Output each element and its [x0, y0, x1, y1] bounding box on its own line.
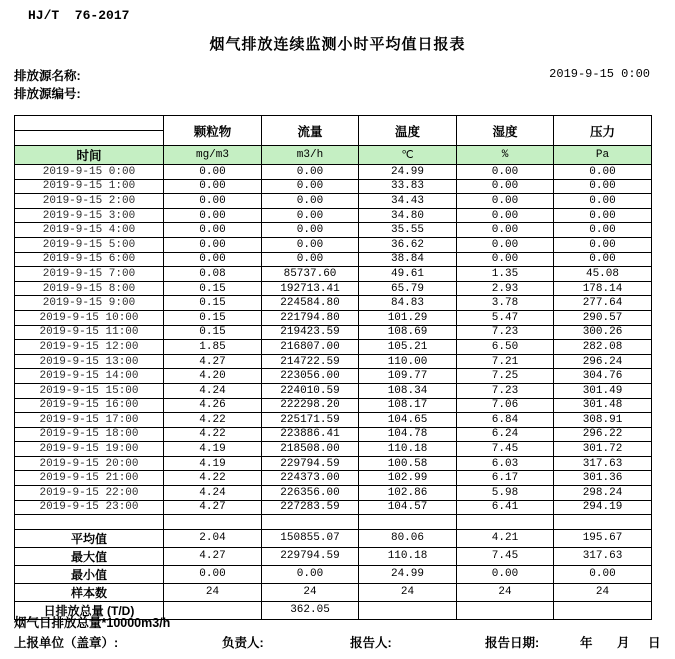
summary-value-cell: 80.06	[359, 529, 457, 547]
value-cell: 0.15	[164, 281, 262, 296]
value-cell: 301.36	[554, 471, 652, 486]
value-cell: 0.00	[164, 223, 262, 238]
value-cell: 296.22	[554, 427, 652, 442]
value-cell: 0.00	[457, 194, 554, 209]
unit-cell-temperature: ℃	[359, 146, 457, 165]
summary-value-cell	[457, 601, 554, 619]
time-header: 时间	[15, 146, 164, 165]
time-cell: 2019-9-15 16:00	[15, 398, 164, 413]
value-cell: 1.85	[164, 340, 262, 355]
value-cell: 6.03	[457, 456, 554, 471]
table-row	[15, 500, 652, 515]
footer-note: 烟气日排放总量*10000m3/h	[14, 616, 171, 630]
table-row	[15, 427, 652, 442]
table-body	[15, 165, 652, 620]
value-cell: 4.27	[164, 500, 262, 515]
value-cell: 0.00	[457, 179, 554, 194]
value-cell: 6.41	[457, 500, 554, 515]
source-name-label: 排放源名称:	[14, 69, 81, 83]
value-cell: 4.22	[164, 471, 262, 486]
table-row	[15, 223, 652, 238]
standard-number: HJ/T 76-2017	[28, 8, 130, 23]
table-row	[15, 267, 652, 282]
value-cell: 6.84	[457, 413, 554, 428]
value-cell: 226356.00	[262, 486, 359, 501]
unit-cell-flow: m3/h	[262, 146, 359, 165]
value-cell: 104.78	[359, 427, 457, 442]
value-cell: 4.22	[164, 427, 262, 442]
table-row	[15, 252, 652, 267]
value-cell: 0.00	[262, 165, 359, 180]
summary-value-cell: 150855.07	[262, 529, 359, 547]
table-row	[15, 442, 652, 457]
value-cell: 0.00	[457, 252, 554, 267]
summary-value-cell: 2.04	[164, 529, 262, 547]
time-cell: 2019-9-15 22:00	[15, 486, 164, 501]
time-cell: 2019-9-15 18:00	[15, 427, 164, 442]
summary-value-cell: 24	[554, 583, 652, 601]
spacer-cell	[359, 515, 457, 530]
spacer-cell	[554, 515, 652, 530]
value-cell: 34.80	[359, 208, 457, 223]
time-cell: 2019-9-15 17:00	[15, 413, 164, 428]
value-cell: 227283.59	[262, 500, 359, 515]
header-row-top	[15, 116, 652, 131]
value-cell: 0.00	[262, 194, 359, 209]
table-row	[15, 369, 652, 384]
value-cell: 7.45	[457, 442, 554, 457]
value-cell: 36.62	[359, 237, 457, 252]
monitor-table	[14, 115, 652, 620]
value-cell: 0.15	[164, 296, 262, 311]
summary-value-cell: 24	[164, 583, 262, 601]
value-cell: 223056.00	[262, 369, 359, 384]
table-row	[15, 194, 652, 209]
value-cell: 101.29	[359, 310, 457, 325]
summary-value-cell: 362.05	[262, 601, 359, 619]
table-row	[15, 486, 652, 501]
value-cell: 229794.59	[262, 456, 359, 471]
year-label: 年	[580, 636, 593, 650]
value-cell: 0.00	[262, 252, 359, 267]
value-cell: 34.43	[359, 194, 457, 209]
time-cell: 2019-9-15 23:00	[15, 500, 164, 515]
value-cell: 225171.59	[262, 413, 359, 428]
time-cell: 2019-9-15 14:00	[15, 369, 164, 384]
value-cell: 7.23	[457, 325, 554, 340]
summary-value-cell: 0.00	[164, 565, 262, 583]
summary-value-cell: 24	[262, 583, 359, 601]
value-cell: 108.17	[359, 398, 457, 413]
summary-label-cell: 最小值	[15, 565, 164, 583]
value-cell: 4.24	[164, 486, 262, 501]
time-cell: 2019-9-15 15:00	[15, 383, 164, 398]
value-cell: 277.64	[554, 296, 652, 311]
value-cell: 0.00	[554, 237, 652, 252]
responsible-label: 负责人:	[222, 636, 264, 650]
summary-value-cell: 0.00	[262, 565, 359, 583]
value-cell: 100.58	[359, 456, 457, 471]
summary-value-cell: 0.00	[457, 565, 554, 583]
table-row	[15, 398, 652, 413]
value-cell: 304.76	[554, 369, 652, 384]
value-cell: 308.91	[554, 413, 652, 428]
summary-value-cell: 110.18	[359, 547, 457, 565]
value-cell: 84.83	[359, 296, 457, 311]
value-cell: 104.65	[359, 413, 457, 428]
value-cell: 214722.59	[262, 354, 359, 369]
report-datetime: 2019-9-15 0:00	[549, 67, 650, 81]
time-cell: 2019-9-15 6:00	[15, 252, 164, 267]
value-cell: 33.83	[359, 179, 457, 194]
value-cell: 0.00	[262, 223, 359, 238]
value-cell: 24.99	[359, 165, 457, 180]
unit-cell-pressure: Pa	[554, 146, 652, 165]
col-header-pressure: 压力	[554, 116, 652, 146]
value-cell: 38.84	[359, 252, 457, 267]
value-cell: 300.26	[554, 325, 652, 340]
value-cell: 222298.20	[262, 398, 359, 413]
summary-value-cell	[359, 601, 457, 619]
value-cell: 4.22	[164, 413, 262, 428]
time-cell: 2019-9-15 21:00	[15, 471, 164, 486]
value-cell: 0.00	[164, 179, 262, 194]
value-cell: 109.77	[359, 369, 457, 384]
day-label: 日	[648, 636, 661, 650]
value-cell: 301.72	[554, 442, 652, 457]
col-header-temperature: 温度	[359, 116, 457, 146]
time-cell: 2019-9-15 0:00	[15, 165, 164, 180]
time-cell: 2019-9-15 11:00	[15, 325, 164, 340]
value-cell: 0.00	[554, 208, 652, 223]
time-header-blank-top	[15, 116, 164, 131]
table-row	[15, 471, 652, 486]
summary-value-cell: 24.99	[359, 565, 457, 583]
col-header-humidity: 湿度	[457, 116, 554, 146]
value-cell: 178.14	[554, 281, 652, 296]
page-title: 烟气排放连续监测小时平均值日报表	[209, 36, 466, 53]
value-cell: 0.08	[164, 267, 262, 282]
value-cell: 224584.80	[262, 296, 359, 311]
value-cell: 35.55	[359, 223, 457, 238]
col-header-particulate: 颗粒物	[164, 116, 262, 146]
summary-row	[15, 565, 652, 583]
time-cell: 2019-9-15 5:00	[15, 237, 164, 252]
value-cell: 0.00	[554, 165, 652, 180]
summary-label-cell: 样本数	[15, 583, 164, 601]
value-cell: 4.19	[164, 456, 262, 471]
value-cell: 2.93	[457, 281, 554, 296]
table-row	[15, 179, 652, 194]
value-cell: 5.98	[457, 486, 554, 501]
time-cell: 2019-9-15 2:00	[15, 194, 164, 209]
value-cell: 0.00	[262, 237, 359, 252]
value-cell: 0.00	[457, 165, 554, 180]
summary-value-cell: 4.27	[164, 547, 262, 565]
table-row	[15, 165, 652, 180]
value-cell: 0.00	[164, 237, 262, 252]
unit-cell-humidity: %	[457, 146, 554, 165]
table-row	[15, 340, 652, 355]
value-cell: 223886.41	[262, 427, 359, 442]
value-cell: 0.00	[164, 252, 262, 267]
value-cell: 216807.00	[262, 340, 359, 355]
spacer-row	[15, 515, 652, 530]
time-header-blank-bottom	[15, 131, 164, 146]
value-cell: 45.08	[554, 267, 652, 282]
value-cell: 1.35	[457, 267, 554, 282]
table-row	[15, 296, 652, 311]
value-cell: 4.20	[164, 369, 262, 384]
value-cell: 0.15	[164, 325, 262, 340]
value-cell: 4.26	[164, 398, 262, 413]
value-cell: 105.21	[359, 340, 457, 355]
value-cell: 0.00	[262, 179, 359, 194]
value-cell: 6.50	[457, 340, 554, 355]
value-cell: 0.00	[164, 165, 262, 180]
time-cell: 2019-9-15 7:00	[15, 267, 164, 282]
value-cell: 0.15	[164, 310, 262, 325]
value-cell: 3.78	[457, 296, 554, 311]
summary-value-cell: 195.67	[554, 529, 652, 547]
value-cell: 0.00	[554, 179, 652, 194]
value-cell: 296.24	[554, 354, 652, 369]
value-cell: 104.57	[359, 500, 457, 515]
value-cell: 6.24	[457, 427, 554, 442]
table-row	[15, 237, 652, 252]
unit-cell-particulate: mg/m3	[164, 146, 262, 165]
summary-value-cell: 24	[359, 583, 457, 601]
value-cell: 0.00	[164, 208, 262, 223]
time-cell: 2019-9-15 9:00	[15, 296, 164, 311]
value-cell: 301.49	[554, 383, 652, 398]
source-code-label: 排放源编号:	[14, 87, 81, 101]
value-cell: 218508.00	[262, 442, 359, 457]
value-cell: 224010.59	[262, 383, 359, 398]
value-cell: 0.00	[457, 223, 554, 238]
value-cell: 4.24	[164, 383, 262, 398]
table-row	[15, 310, 652, 325]
value-cell: 102.86	[359, 486, 457, 501]
time-cell: 2019-9-15 3:00	[15, 208, 164, 223]
value-cell: 6.17	[457, 471, 554, 486]
table-row	[15, 354, 652, 369]
time-cell: 2019-9-15 4:00	[15, 223, 164, 238]
spacer-cell	[457, 515, 554, 530]
summary-row	[15, 583, 652, 601]
value-cell: 85737.60	[262, 267, 359, 282]
value-cell: 0.00	[457, 237, 554, 252]
summary-row	[15, 529, 652, 547]
value-cell: 221794.80	[262, 310, 359, 325]
table-row	[15, 208, 652, 223]
summary-value-cell: 7.45	[457, 547, 554, 565]
value-cell: 0.00	[554, 252, 652, 267]
spacer-cell	[164, 515, 262, 530]
unit-row	[15, 146, 652, 165]
value-cell: 317.63	[554, 456, 652, 471]
value-cell: 192713.41	[262, 281, 359, 296]
summary-value-cell	[164, 601, 262, 619]
time-cell: 2019-9-15 12:00	[15, 340, 164, 355]
reporter-label: 报告人:	[350, 636, 392, 650]
value-cell: 110.18	[359, 442, 457, 457]
value-cell: 0.00	[554, 223, 652, 238]
summary-label-cell: 平均值	[15, 529, 164, 547]
time-cell: 2019-9-15 8:00	[15, 281, 164, 296]
summary-value-cell: 0.00	[554, 565, 652, 583]
value-cell: 7.23	[457, 383, 554, 398]
summary-value-cell	[554, 601, 652, 619]
value-cell: 110.00	[359, 354, 457, 369]
time-cell: 2019-9-15 19:00	[15, 442, 164, 457]
value-cell: 224373.00	[262, 471, 359, 486]
summary-value-cell: 4.21	[457, 529, 554, 547]
value-cell: 282.08	[554, 340, 652, 355]
value-cell: 219423.59	[262, 325, 359, 340]
spacer-cell	[262, 515, 359, 530]
value-cell: 0.00	[164, 194, 262, 209]
value-cell: 7.06	[457, 398, 554, 413]
summary-label-cell: 最大值	[15, 547, 164, 565]
value-cell: 0.00	[554, 194, 652, 209]
summary-value-cell: 229794.59	[262, 547, 359, 565]
value-cell: 7.25	[457, 369, 554, 384]
time-cell: 2019-9-15 20:00	[15, 456, 164, 471]
table-row	[15, 383, 652, 398]
summary-row	[15, 547, 652, 565]
value-cell: 0.00	[457, 208, 554, 223]
value-cell: 108.69	[359, 325, 457, 340]
report-unit-label: 上报单位（盖章）:	[14, 636, 119, 650]
value-cell: 108.34	[359, 383, 457, 398]
table-row	[15, 281, 652, 296]
summary-value-cell: 24	[457, 583, 554, 601]
col-header-flow: 流量	[262, 116, 359, 146]
month-label: 月	[617, 636, 630, 650]
value-cell: 4.27	[164, 354, 262, 369]
value-cell: 294.19	[554, 500, 652, 515]
summary-label-cell: 日排放总量 (T/D)	[15, 601, 164, 619]
value-cell: 5.47	[457, 310, 554, 325]
value-cell: 65.79	[359, 281, 457, 296]
spacer-cell	[15, 515, 164, 530]
value-cell: 301.48	[554, 398, 652, 413]
value-cell: 49.61	[359, 267, 457, 282]
table-row	[15, 325, 652, 340]
time-cell: 2019-9-15 13:00	[15, 354, 164, 369]
value-cell: 290.57	[554, 310, 652, 325]
value-cell: 4.19	[164, 442, 262, 457]
time-cell: 2019-9-15 10:00	[15, 310, 164, 325]
summary-value-cell: 317.63	[554, 547, 652, 565]
table-row	[15, 456, 652, 471]
table-row	[15, 413, 652, 428]
value-cell: 0.00	[262, 208, 359, 223]
report-date-label: 报告日期:	[485, 636, 540, 650]
value-cell: 102.99	[359, 471, 457, 486]
value-cell: 298.24	[554, 486, 652, 501]
time-cell: 2019-9-15 1:00	[15, 179, 164, 194]
value-cell: 7.21	[457, 354, 554, 369]
